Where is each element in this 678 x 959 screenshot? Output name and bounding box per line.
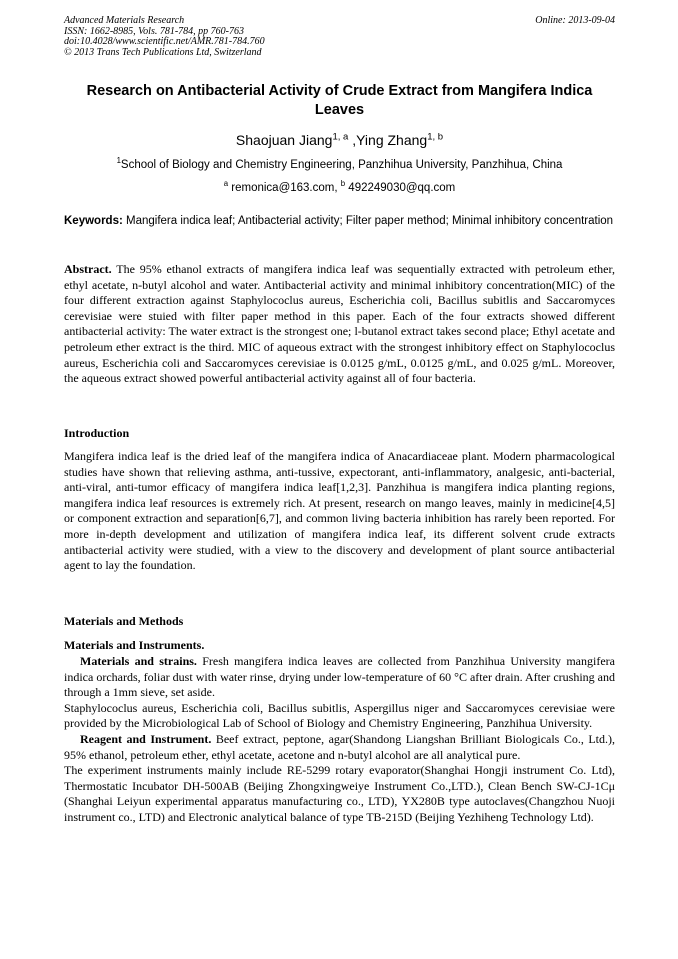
author-2-superscript: 1, b [427,131,444,143]
introduction-paragraph: Mangifera indica leaf is the dried leaf of the mangifera indica of Anacardiaceae plant. Modern pharmacological studies have shown that relieving asthma, anti-tussive, expectorant, anti-inflammatory, analgesic, anti-bacterial, anti-viral, anti-tumor efficacy of mangifera indica leaf[1,2,3]. Panzhihua is mangifera indica planting regions, mangifera indica leaf resources is extremely rich. At present, research on mango leaves, mainly in medicine[4,5] or component extraction and separation[6,7], and common living bacteria inhibition has rarely been reported. For more in-depth development and utilization of mangifera indica leaf, its different solvent crude extracts antibacterial activity were studied, with a view to the discovery and development of plant source antibacterial agent to lay the foundation. [64,449,615,573]
abstract-text: The 95% ethanol extracts of mangifera indica leaf was sequentially extracted with petroleum ether, ethyl acetate, n-butyl alcohol and water. Antibacterial activity and minimal inhibitory concentration(MIC) of the four different extraction against Staphylococlus aureus, Escherichia coli, Bacillus subitlis and Saccaromyces cerevisiae were stuied with filter paper method in this paper. Each of the four extracts showed different antibacterial activity: The water extract is the strongest one; l-butanol extract takes second place; Ethyl acetate and petroleum ether extract is the third. MIC of aqueous extract with the strongest inhibitory effect on Staphylococlus aureus, Escherichia coli and Saccaromyces cerevisiae is 0.0125 g/mL, 0.0125 g/mL, and 0.025 g/mL. Moreover, the aqueous extract showed powerful antibacterial activity against all of four bacteria. [64,262,615,386]
copyright-line: © 2013 Trans Tech Publications Ltd, Switzerland [64,46,262,58]
materials-instruments-block [64,654,615,826]
reagent-text: Beef extract, peptone, agar(Shandong Liangshan Brilliant Biologicals Co., Ltd.), 95% ethanol, petroleum ether, ethyl acetate, acetone and n-butyl alcohol are all analytical pure. [64,731,615,762]
affiliation-superscript: 1 [116,156,121,166]
materials-instruments-heading: Materials and Instruments. [64,638,205,652]
keywords-text: Mangifera indica leaf; Antibacterial activity; Filter paper method; Minimal inhibitory concentration [122,215,614,227]
online-date: Online: 2013-09-04 [535,15,615,26]
author-1-superscript: 1, a [332,131,349,143]
author-2-name: Ying Zhang [356,132,428,148]
paper-title: Research on Antibacterial Activity of Crude Extract from Mangifera Indica Leaves [86,83,593,118]
introduction-block [64,449,615,574]
instruments-paragraph: The experiment instruments mainly include RE-5299 rotary evaporator(Shanghai Hongji instrument Co. Ltd), Thermostatic Incubator DH-500AB (Beijing Zhongxingweiye Instrument Co.,LTD.), Clean Bench SW-CJ-1Cμ (Shanghai Leiyun experimental apparatus manufacturing co., LTD), YX280B type autoclaves(Changzhou Nuoji instrument co., LTD) and Electronic analytical balance of type TB-215D (Beijing Yezhiheng Technology Ltd). [64,763,615,824]
author-line [64,131,615,149]
abstract-paragraph [64,262,615,387]
journal-name: Advanced Materials Research [64,15,185,26]
keywords-block [64,213,615,229]
email-b[interactable]: 492249030@qq.com [345,182,456,194]
materials-methods-heading: Materials and Methods [64,614,184,628]
strains-label: Materials and strains. [80,654,197,668]
reagent-label: Reagent and Instrument. [80,731,212,746]
author-separator: , [348,132,357,148]
email-a-superscript: a [223,179,229,189]
journal-header [64,16,615,58]
affiliation-text: School of Biology and Chemistry Engineering, Panzhihua University, Panzhihua, China [120,159,563,171]
email-b-superscript: b [340,179,346,189]
author-1-name: Shaojuan Jiang [235,132,333,148]
keywords-label: Keywords: [64,215,123,227]
email-a[interactable]: remonica@163.com, [228,182,341,194]
email-line [64,181,615,195]
affiliation [64,158,615,172]
issn-line: ISSN: 1662-8985, Vols. 781-784, pp 760-763 [64,25,244,37]
strains-paragraph [64,654,615,701]
abstract-block [64,262,615,387]
reagent-paragraph [64,732,615,763]
doi-line[interactable]: doi:10.4028/www.scientific.net/AMR.781-784.760 [64,36,265,47]
strains-text: Fresh mangifera indica leaves are collected from Panzhihua University mangifera indica orchards, foliar dust with water rinse, drying under low-temperature of 60 °C after drain. After crushing and through a 1mm sieve, set aside. [64,654,615,700]
abstract-label: Abstract. [64,262,112,276]
bacteria-paragraph: Staphylococlus aureus, Escherichia coli, Bacillus subitlis, Aspergillus niger and Saccaromyces cerevisiae were provided by the Microbiological Lab of School of Biology and Chemistry Engineering, Panzhihua University. [64,700,615,731]
introduction-heading: Introduction [64,426,130,440]
